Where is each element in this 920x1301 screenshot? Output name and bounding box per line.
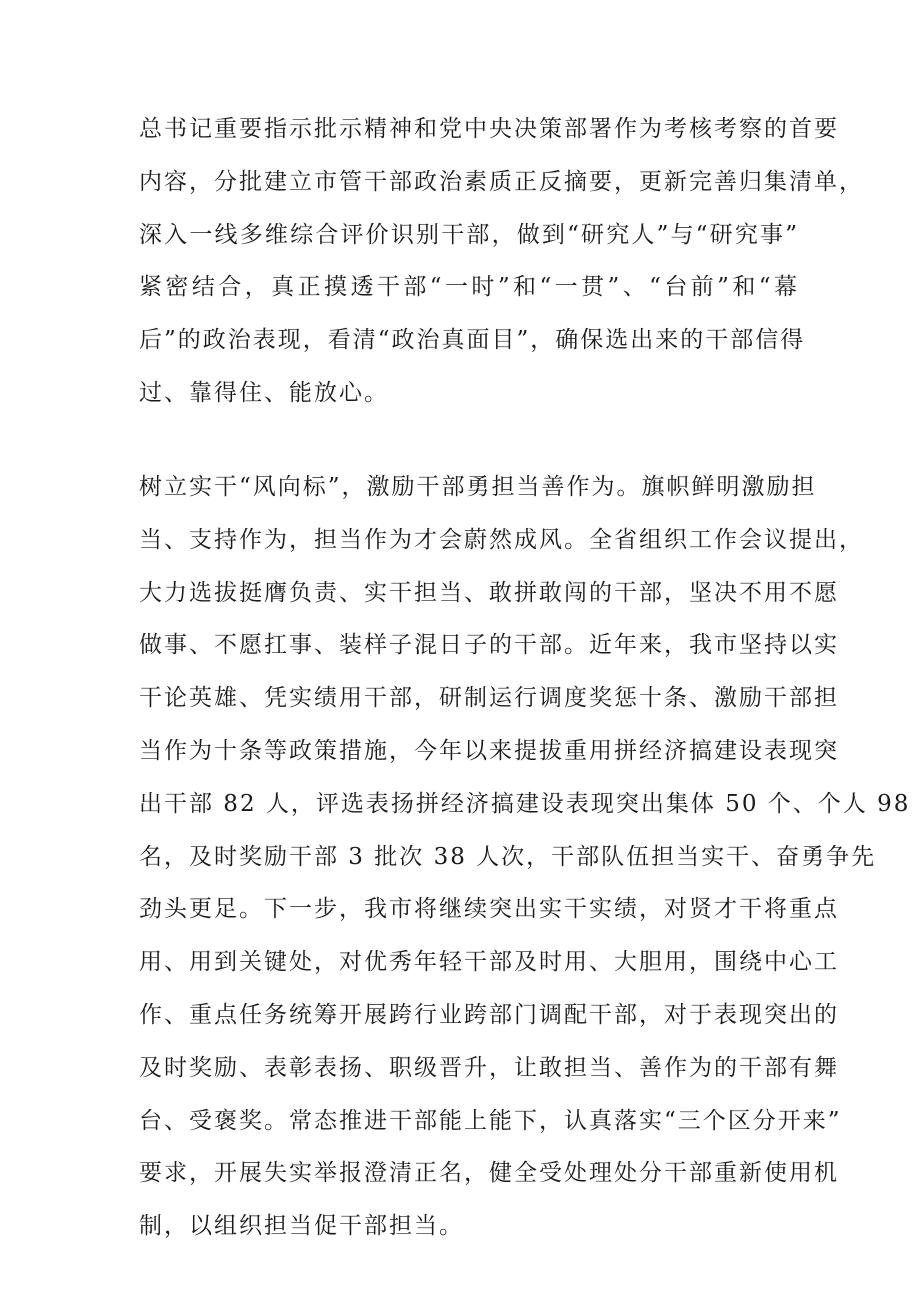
text-line: 干论英雄、凭实绩用干部，研制运行调度奖惩十条、激励干部担 <box>139 685 839 712</box>
text-line: 要求，开展失实举报澄清正名，健全受处理处分干部重新使用机 <box>139 1160 839 1187</box>
text-line: 内容，分批建立市管干部政治素质正反摘要，更新完善归集清单， <box>139 168 864 195</box>
paragraph-2 <box>139 461 911 1253</box>
text-line: 台、受褒奖。常态推进干部能上能下，认真落实“三个区分开来” <box>139 1107 842 1134</box>
text-line: 总书记重要指示批示精神和党中央决策部署作为考核考察的首要 <box>139 116 839 142</box>
text-line: 制，以组织担当促干部担当。 <box>139 1213 464 1240</box>
text-line: 出干部 82 人，评选表扬拼经济搞建设表现突出集体 50 个、个人 98 <box>139 790 911 817</box>
text-line: 紧密结合，真正摸透干部“一时”和“一贯”、“台前”和“幕 <box>139 274 799 301</box>
text-line: 及时奖励、表彰表扬、职级晋升，让敢担当、善作为的干部有舞 <box>139 1054 839 1081</box>
text-line: 大力选拔挺膺负责、实干担当、敢拼敢闯的干部，坚决不用不愿 <box>139 579 839 606</box>
text-line: 后”的政治表现，看清“政治真面目”，确保选出来的干部信得 <box>139 327 806 354</box>
text-line: 过、靠得住、能放心。 <box>139 379 389 406</box>
text-line: 用、用到关键处，对优秀年轻干部及时用、大胆用，围绕中心工 <box>139 949 839 976</box>
text-line: 劲头更足。下一步，我市将继续突出实干实绩，对贤才干将重点 <box>139 896 839 923</box>
text-line: 作、重点任务统筹开展跨行业跨部门调配干部，对于表现突出的 <box>139 1001 839 1028</box>
paragraph-1 <box>139 103 864 420</box>
text-line: 深入一线多维综合评价识别干部，做到“研究人”与“研究事” <box>139 221 799 248</box>
text-line: 做事、不愿扛事、装样子混日子的干部。近年来，我市坚持以实 <box>139 632 839 659</box>
text-line: 树立实干“风向标”，激励干部勇担当善作为。旗帜鲜明激励担 <box>139 474 817 500</box>
text-line: 当、支持作为，担当作为才会蔚然成风。全省组织工作会议提出， <box>139 526 864 553</box>
text-line: 当作为十条等政策措施，今年以来提拔重用拼经济搞建设表现突 <box>139 737 839 764</box>
text-line: 名，及时奖励干部 3 批次 38 人次，干部队伍担当实干、奋勇争先 <box>139 843 877 870</box>
